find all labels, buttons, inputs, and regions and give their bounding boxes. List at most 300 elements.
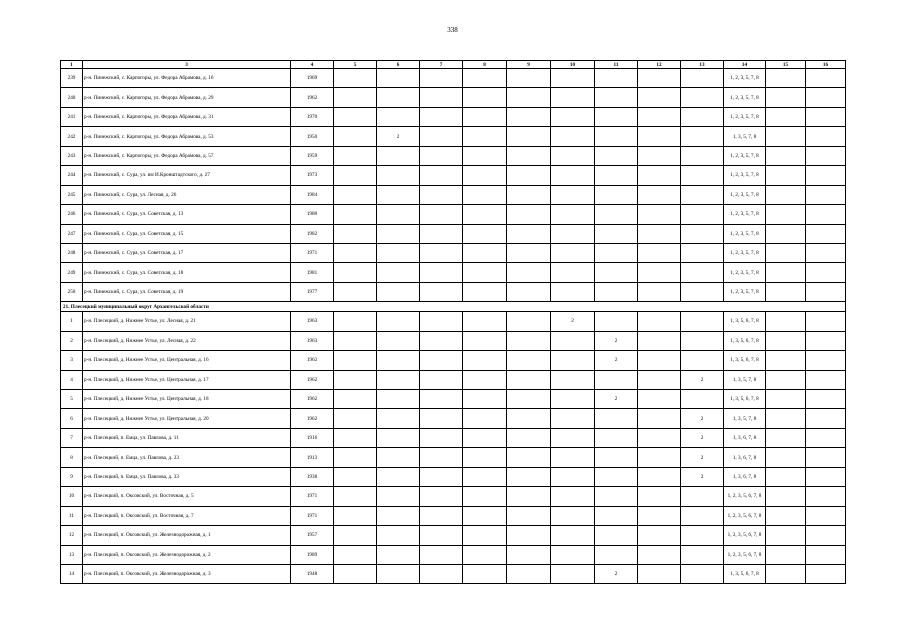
table-cell [806,69,846,88]
table-cell [334,146,377,165]
column-header: 1 [61,61,83,69]
table-cell [681,88,724,107]
table-cell [681,185,724,204]
table-cell [806,185,846,204]
table-cell: 1984 [291,185,334,204]
table-cell [334,166,377,185]
table-cell [551,282,595,301]
table-cell [463,243,507,262]
table-cell: 1962 [291,370,334,389]
table-cell: 1938 [291,467,334,486]
table-cell [377,370,420,389]
table-cell: 1, 2, 3, 5, 6, 7, 8 [724,506,766,525]
table-cell [507,526,551,545]
table-cell [806,127,846,146]
table-cell: 1, 3, 5, 7, 8 [724,127,766,146]
table-cell [463,545,507,564]
table-cell [377,263,420,282]
table-cell [766,88,806,107]
table-cell [551,107,595,126]
table-cell [766,146,806,165]
table-cell [766,185,806,204]
table-cell: 1, 2, 3, 5, 7, 8 [724,88,766,107]
table-cell [420,166,463,185]
table-cell [507,331,551,350]
table-cell [377,467,420,486]
table-cell [377,166,420,185]
table-cell [766,243,806,262]
table-cell: р-н. Плесецкий, п. Оксовский, ул. Восточная, д. 7 [83,506,291,525]
table-cell [507,545,551,564]
table-cell [595,467,638,486]
table-cell [334,107,377,126]
table-cell [595,409,638,428]
table-cell [334,390,377,409]
table-cell [463,146,507,165]
table-cell [377,428,420,447]
table-cell: 1959 [291,146,334,165]
column-header: 4 [291,61,334,69]
table-row [61,107,846,126]
column-header: 12 [638,61,681,69]
table-cell [806,487,846,506]
table-cell: р-н. Пинежский, с. Карпогоры, ул. Федора Абрамова, д. 31 [83,107,291,126]
table-cell: 1, 3, 6, 7, 8 [724,448,766,467]
table-cell [551,506,595,525]
table-cell [551,487,595,506]
table-cell: р-н. Пинежский, с. Сура, ул. Советская, д. 15 [83,224,291,243]
column-header: 13 [681,61,724,69]
table-cell [638,243,681,262]
table-cell: 1, 2, 3, 5, 7, 8 [724,282,766,301]
table-cell [463,282,507,301]
table-cell: 1, 2, 3, 5, 7, 8 [724,205,766,224]
table-cell [681,69,724,88]
table-cell: 1, 3, 5, 6, 7, 8 [724,331,766,350]
table-row [61,69,846,88]
table-cell [551,390,595,409]
table-cell: 1977 [291,282,334,301]
table-cell [463,107,507,126]
table-cell [334,243,377,262]
table-cell [766,487,806,506]
column-header: 3 [83,61,291,69]
table-cell: 1, 2, 3, 5, 7, 8 [724,166,766,185]
table-cell [681,351,724,370]
column-header: 16 [806,61,846,69]
table-cell [638,390,681,409]
table-row [61,331,846,350]
table-cell: 13 [61,545,83,564]
table-cell [638,448,681,467]
table-cell: 1969 [291,69,334,88]
table-cell [681,224,724,243]
table-cell [377,487,420,506]
table-cell: 1989 [291,545,334,564]
table-cell [806,506,846,525]
table-cell [638,351,681,370]
table-cell [681,263,724,282]
table-cell [681,564,724,583]
table-cell [507,127,551,146]
table-cell [681,107,724,126]
table-cell: 243 [61,146,83,165]
table-cell [420,390,463,409]
table-cell [463,331,507,350]
table-cell [766,224,806,243]
table-cell [595,205,638,224]
table-cell [806,205,846,224]
table-cell [638,312,681,331]
table-cell: 1, 2, 3, 5, 7, 8 [724,263,766,282]
table-cell [420,263,463,282]
table-cell [551,351,595,370]
table-cell [638,545,681,564]
table-cell: 1962 [291,88,334,107]
table-cell [377,282,420,301]
table-cell: 1963 [291,312,334,331]
table-cell [463,88,507,107]
table-cell: 2 [61,331,83,350]
table-cell [420,564,463,583]
table-cell: 1980 [291,205,334,224]
table-cell: 1, 3, 6, 7, 8 [724,428,766,447]
table-cell [766,428,806,447]
table-cell [507,487,551,506]
column-header: 9 [507,61,551,69]
table-cell [638,526,681,545]
table-row [61,448,846,467]
table-cell: 1957 [291,526,334,545]
table-cell [334,185,377,204]
table-cell [638,282,681,301]
table-cell [638,428,681,447]
table-cell [377,564,420,583]
table-cell [551,448,595,467]
table-cell: 244 [61,166,83,185]
table-cell [463,370,507,389]
table-cell [377,409,420,428]
table-cell: 1916 [291,428,334,447]
table-cell: 1971 [291,243,334,262]
table-cell [551,467,595,486]
table-cell [681,127,724,146]
table-cell [463,263,507,282]
table-cell [766,351,806,370]
table-cell [463,312,507,331]
table-cell [420,428,463,447]
table-cell [595,448,638,467]
table-cell [595,127,638,146]
table-cell: 12 [61,526,83,545]
table-cell [681,506,724,525]
table-cell [681,166,724,185]
table-cell [681,146,724,165]
table-cell [334,448,377,467]
table-cell: 1, 3, 5, 6, 7, 8 [724,312,766,331]
table-cell: р-н. Пинежский, с. Карпогоры, ул. Федора Абрамова, д. 29 [83,88,291,107]
column-header: 6 [377,61,420,69]
table-cell [334,526,377,545]
table-cell: 8 [61,448,83,467]
table-cell [595,224,638,243]
table-cell: 1970 [291,107,334,126]
table-cell [463,428,507,447]
table-row [61,263,846,282]
table-cell: 1, 3, 5, 6, 7, 8 [724,390,766,409]
table-cell: 242 [61,127,83,146]
table-cell [463,506,507,525]
table-row [61,487,846,506]
table-cell: 248 [61,243,83,262]
table-cell [377,506,420,525]
table-cell [766,312,806,331]
table-row [61,243,846,262]
table-cell: р-н. Плесецкий, п. Емца, ул. Павлова, д. 23 [83,448,291,467]
table-cell [420,205,463,224]
table-cell [766,448,806,467]
table-row [61,370,846,389]
table-cell: 1963 [291,331,334,350]
table-cell [766,370,806,389]
table-cell [551,69,595,88]
table-cell [551,526,595,545]
table-cell [551,146,595,165]
table-cell: 9 [61,467,83,486]
table-cell [681,390,724,409]
table-cell [766,107,806,126]
table-cell [507,448,551,467]
table-cell [638,166,681,185]
table-cell [638,564,681,583]
table-cell [638,263,681,282]
table-cell: 1, 2, 3, 5, 6, 7, 8 [724,487,766,506]
table-cell: 245 [61,185,83,204]
table-cell: 1, 3, 5, 7, 8 [724,370,766,389]
table-cell: р-н. Пинежский, с. Сура, ул. Лесная, д. 26 [83,185,291,204]
table-cell [681,487,724,506]
table-cell [766,390,806,409]
table-cell: 4 [61,370,83,389]
table-cell: р-н. Пинежский, с. Сура, ул. им И.Кронштадтского, д. 27 [83,166,291,185]
table-cell [806,428,846,447]
table-cell [806,146,846,165]
table-row [61,205,846,224]
table-cell [595,312,638,331]
table-row [61,185,846,204]
table-cell [766,263,806,282]
table-cell: 2 [681,467,724,486]
table-cell [766,409,806,428]
table-cell: 1948 [291,564,334,583]
table-row [61,390,846,409]
table-cell [463,185,507,204]
table-cell [681,331,724,350]
table-cell: 6 [61,409,83,428]
table-cell [638,185,681,204]
table-cell [420,185,463,204]
table-cell: 249 [61,263,83,282]
table-cell [766,331,806,350]
table-cell [766,467,806,486]
table-cell [551,224,595,243]
table-cell [334,351,377,370]
table-cell [377,243,420,262]
column-header: 10 [551,61,595,69]
table-cell: 14 [61,564,83,583]
table-cell [595,282,638,301]
table-cell [463,564,507,583]
table-cell [551,428,595,447]
table-cell: 2 [595,390,638,409]
table-cell [507,146,551,165]
table-cell: 1, 2, 3, 5, 6, 7, 8 [724,545,766,564]
table-cell [806,166,846,185]
table-row [61,506,846,525]
table-cell [334,487,377,506]
table-cell: р-н. Плесецкий, п. Оксовский, ул. Восточная, д. 5 [83,487,291,506]
table-cell: 1, 2, 3, 5, 7, 8 [724,69,766,88]
table-cell: р-н. Плесецкий, п. Емца, ул. Павлова, д. 11 [83,428,291,447]
table-cell: р-н. Плесецкий, п. Оксовский, ул. Железнодорожная, д. 3 [83,564,291,583]
table-cell [551,263,595,282]
table-cell [377,351,420,370]
table-cell [463,526,507,545]
table-cell: 1, 2, 3, 5, 6, 7, 8 [724,526,766,545]
table-cell [595,88,638,107]
table-cell [463,409,507,428]
table-cell [463,166,507,185]
table-cell [334,370,377,389]
table-cell: р-н. Плесецкий, д. Нижнее Устье, ул. Центральная, д. 18 [83,390,291,409]
table-cell [806,312,846,331]
table-cell [806,409,846,428]
table-cell [595,428,638,447]
table-cell [507,243,551,262]
table-cell: 246 [61,205,83,224]
table-cell [507,224,551,243]
table-cell [806,88,846,107]
table-cell: 1962 [291,409,334,428]
table-cell: р-н. Пинежский, с. Сура, ул. Советская, д. 18 [83,263,291,282]
table-cell: 11 [61,506,83,525]
column-header: 5 [334,61,377,69]
table-cell [334,331,377,350]
table-cell [420,331,463,350]
table-cell [420,526,463,545]
table-cell [334,127,377,146]
table-cell [420,506,463,525]
table-cell [420,370,463,389]
table-cell: р-н. Пинежский, с. Сура, ул. Советская, д. 19 [83,282,291,301]
table-cell [507,351,551,370]
table-cell [595,487,638,506]
table-cell [420,88,463,107]
table-cell [551,88,595,107]
table-cell [463,467,507,486]
table-cell [463,205,507,224]
table-cell [334,467,377,486]
table-cell [595,506,638,525]
table-cell: 7 [61,428,83,447]
table-cell [507,312,551,331]
table-cell [507,88,551,107]
table-cell [377,331,420,350]
table-header [61,61,846,69]
table-cell [806,564,846,583]
table-row [61,409,846,428]
table-row [61,282,846,301]
table-cell [420,312,463,331]
column-header: 11 [595,61,638,69]
table-cell [507,390,551,409]
table-cell: 1, 2, 3, 5, 7, 8 [724,243,766,262]
table-row [61,127,846,146]
table-cell [806,243,846,262]
table-cell [681,312,724,331]
table-cell [334,428,377,447]
table-cell: р-н. Пинежский, с. Карпогоры, ул. Федора Абрамова, д. 16 [83,69,291,88]
table-cell [507,185,551,204]
table-cell [334,409,377,428]
table-cell: 247 [61,224,83,243]
table-cell [463,448,507,467]
table-cell: 1, 3, 5, 7, 8 [724,409,766,428]
table-cell [595,545,638,564]
table-cell [595,69,638,88]
table-cell: р-н. Плесецкий, п. Емца, ул. Павлова, д. 33 [83,467,291,486]
table-cell [334,506,377,525]
table-cell: 1 [61,312,83,331]
table-cell: 2 [595,351,638,370]
table-cell [334,564,377,583]
table-cell [507,409,551,428]
table-cell [766,69,806,88]
table-cell [595,166,638,185]
table-body [61,69,846,584]
table-cell [766,506,806,525]
table-cell [766,564,806,583]
table-cell [377,88,420,107]
table-cell [681,526,724,545]
table-cell [377,312,420,331]
table-cell: 1973 [291,166,334,185]
table-cell [806,390,846,409]
table-cell: 2 [595,564,638,583]
table-cell [420,487,463,506]
table-cell: р-н. Пинежский, с. Карпогоры, ул. Федора Абрамова, д. 53 [83,127,291,146]
column-header: 8 [463,61,507,69]
table-cell: 1, 2, 3, 5, 7, 8 [724,185,766,204]
table-cell [334,312,377,331]
table-cell [551,409,595,428]
table-cell [507,282,551,301]
table-cell [377,224,420,243]
table-cell [507,370,551,389]
table-cell [806,448,846,467]
table-cell [595,263,638,282]
table-cell [334,545,377,564]
table-cell: 1, 2, 3, 5, 7, 8 [724,146,766,165]
table-row [61,564,846,583]
table-cell [334,224,377,243]
table-cell: 1, 2, 3, 5, 7, 8 [724,224,766,243]
table-cell: р-н. Плесецкий, п. Оксовский, ул. Железнодорожная, д. 2 [83,545,291,564]
table-cell: р-н. Пинежский, с. Сура, ул. Советская, д. 13 [83,205,291,224]
table-cell [377,526,420,545]
table-cell [420,224,463,243]
table-cell [595,107,638,126]
